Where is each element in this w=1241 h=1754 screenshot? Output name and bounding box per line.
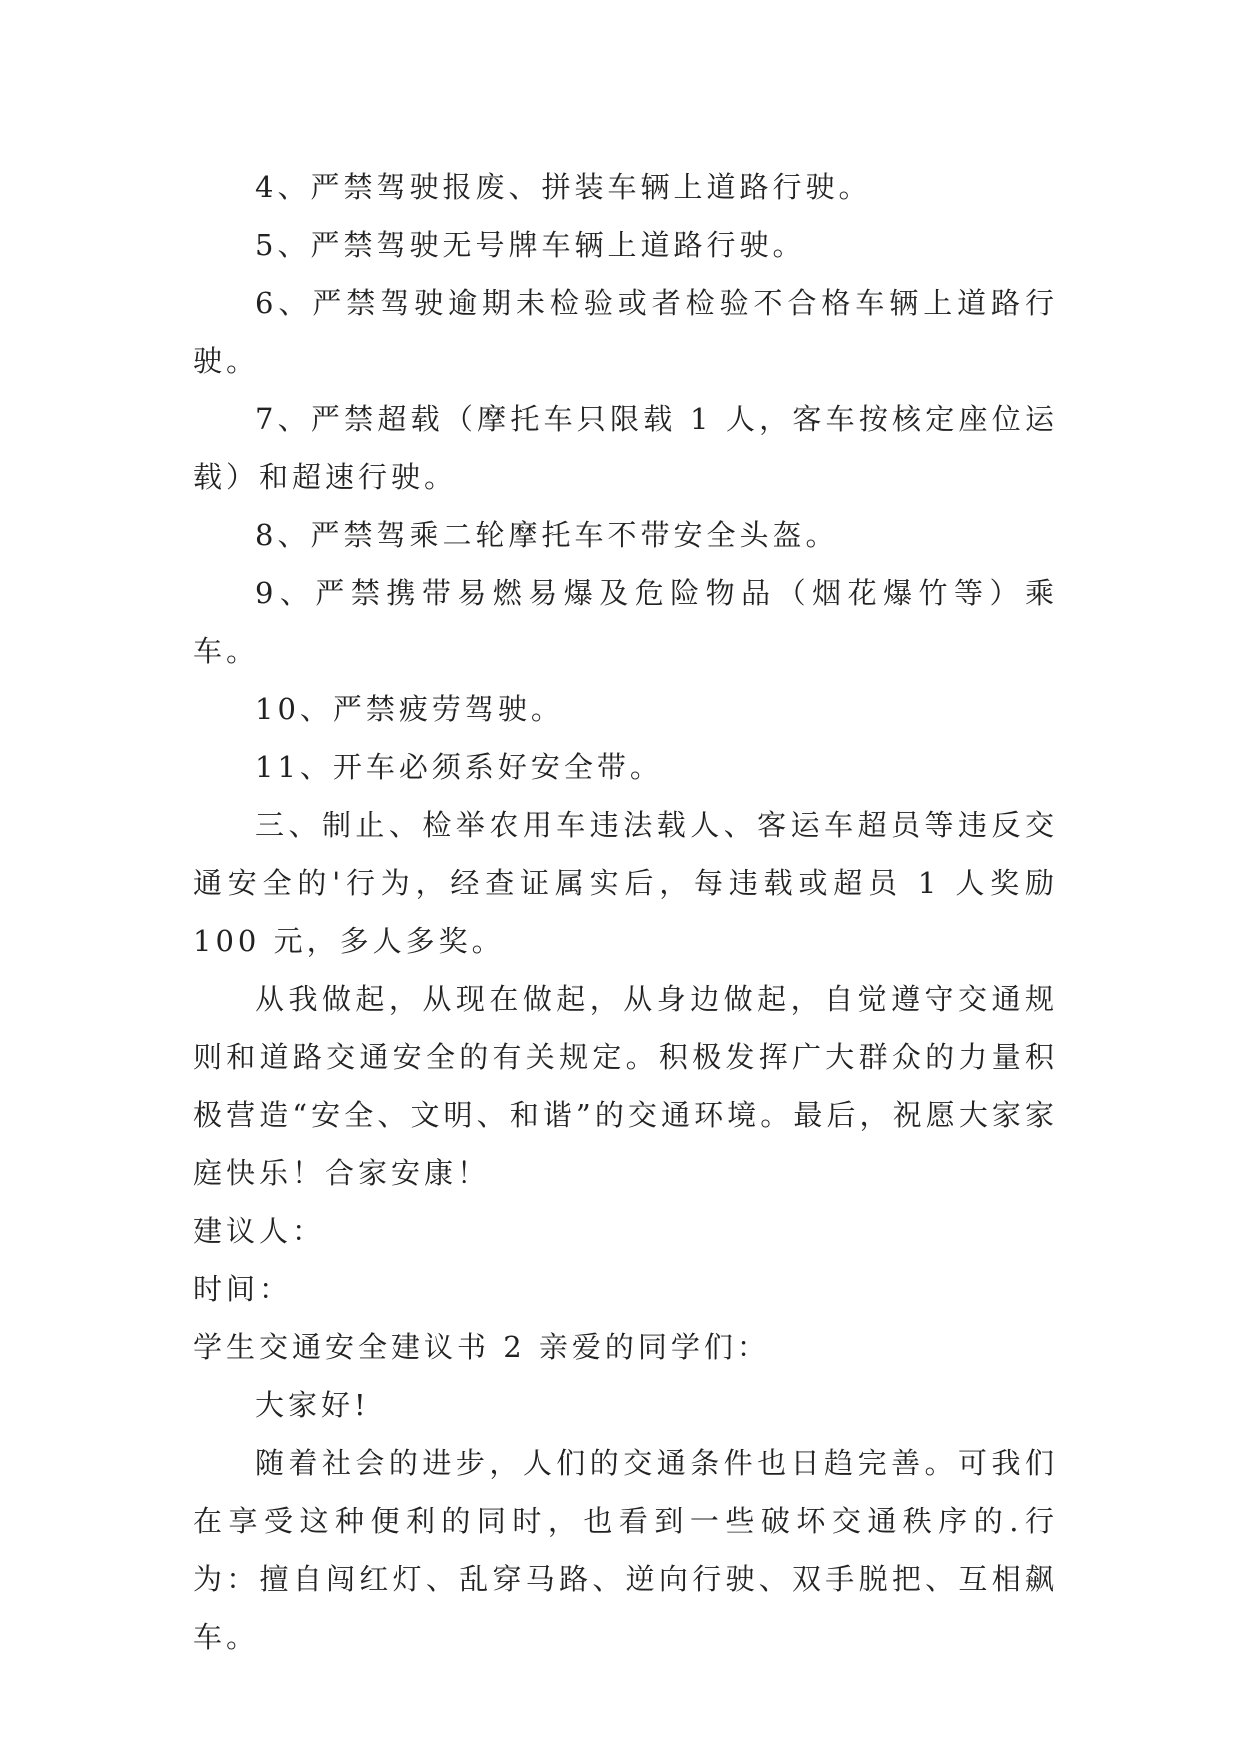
paragraph-item-5: 5、严禁驾驶无号牌车辆上道路行驶。: [255, 228, 806, 262]
paragraph-item-9: 9、严禁携带易燃易爆及危险物品（烟花爆竹等）乘车。: [193, 576, 1058, 668]
proposer-label: 建议人：: [193, 1214, 326, 1248]
paragraph-item-11: 11、开车必须系好安全带。: [255, 750, 663, 784]
paragraph-intro: 随着社会的进步，人们的交通条件也日趋完善。可我们在享受这种便利的同时，也看到一些破坏交通秩序的.行为：擅自闯红灯、乱穿马路、逆向行驶、双手脱把、互相飙车。: [193, 1446, 1058, 1654]
paragraph-item-8: 8、严禁驾乘二轮摩托车不带安全头盔。: [255, 518, 839, 552]
paragraph-closing: 从我做起，从现在做起，从身边做起，自觉遵守交通规则和道路交通安全的有关规定。积极发挥广大群众的力量积极营造“安全、文明、和谐”的交通环境。最后，祝愿大家家庭快乐！合家安康！: [193, 982, 1058, 1190]
section-title: 学生交通安全建议书 2 亲爱的同学们：: [193, 1330, 770, 1364]
greeting: 大家好!: [255, 1388, 370, 1422]
document-body: [193, 158, 1058, 1666]
paragraph-item-10: 10、严禁疲劳驾驶。: [255, 692, 564, 726]
paragraph-section-three: 三、制止、检举农用车违法载人、客运车超员等违反交通安全的'行为，经查证属实后，每违载或超员 1 人奖励 100 元，多人多奖。: [193, 808, 1058, 958]
paragraph-item-4: 4、严禁驾驶报废、拼装车辆上道路行驶。: [255, 170, 872, 204]
paragraph-item-7: 7、严禁超载（摩托车只限载 1 人，客车按核定座位运载）和超速行驶。: [193, 402, 1058, 494]
date-label: 时间：: [193, 1272, 293, 1306]
paragraph-item-6: 6、严禁驾驶逾期未检验或者检验不合格车辆上道路行驶。: [193, 286, 1058, 378]
